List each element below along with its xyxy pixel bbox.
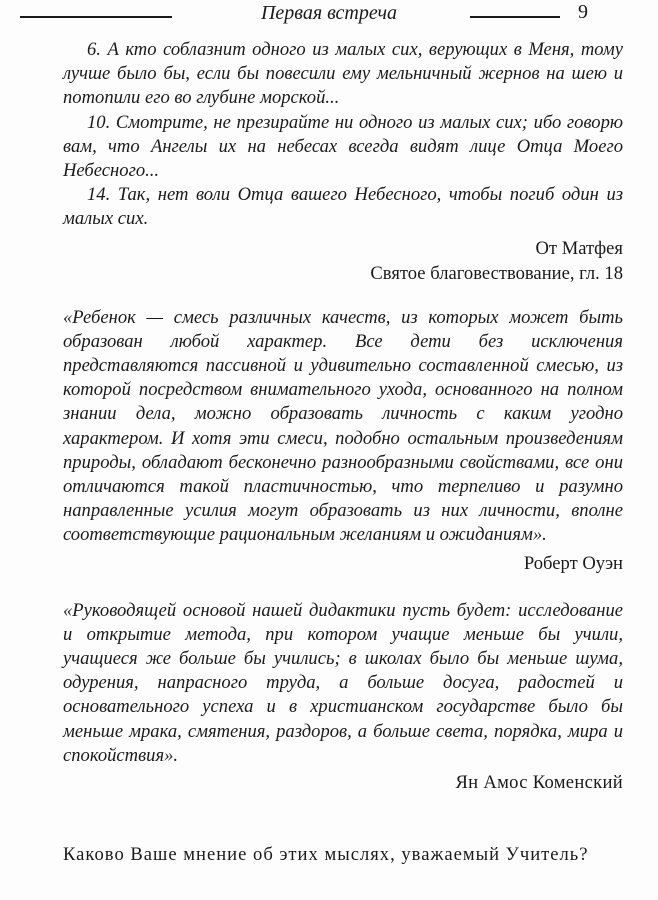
closing-question: Каково Ваше мнение об этих мыслях, уважаемый Учитель? bbox=[63, 844, 589, 866]
verse-6: 6. А кто соблазнит одного из малых сих, верующих в Меня, тому лучше было бы, если бы повесили ему мельничный жернов на шею и потопили его во глубине морской... bbox=[63, 39, 623, 109]
verse-10: 10. Смотрите, не презирайте ни одного из малых сих; ибо говорю вам, что Ангелы их на небесах всегда видят лице Отца Моего Небесного... bbox=[63, 111, 623, 182]
quote-comenius-author: Ян Амос Коменский bbox=[455, 772, 623, 794]
quote-comenius: «Руководящей основой нашей дидактики пусть будет: исследование и открытие метода, при котором учащие меньше бы учили, учащиеся же больше бы учились; в школах было бы меньше шума, одурения, напрасного труда, а больше досуга, радостей и основательного успеха и в христианском государстве было бы меньше мрака, смятения, раздоров, а больше света, порядка, мира и спокойствия». bbox=[63, 599, 623, 766]
page-body bbox=[63, 38, 623, 868]
scripture-source: От Матфея bbox=[535, 237, 623, 259]
quote-owen-author: Роберт Оуэн bbox=[523, 552, 623, 574]
quote-owen: «Ребенок — смесь различных качеств, из которых может быть образован любой характер. Все дети без исключения представляются пассивной и удивительно составленной смесью, из которой посредством внимательного ухода, основанного на полном знании дела, можно образовать личность с каким угодно характером. И хотя эти смеси, подобно остальным произведениям природы, обладают бесконечно разнообразными свойствами, все они отличаются такой пластичностью, что терпеливо и разумно направленные усилия могут образовать из них личности, вполне соответствующие рациональным желаниям и ожиданиям». bbox=[63, 306, 623, 546]
header-rule-right bbox=[470, 16, 560, 18]
page-number: 9 bbox=[578, 1, 588, 23]
running-title: Первая встреча bbox=[260, 2, 398, 24]
verse-14: 14. Так, нет воли Отца вашего Небесного, чтобы погиб один из малых сих. bbox=[63, 184, 623, 230]
scripture-book: Святое благовествование, гл. 18 bbox=[370, 262, 623, 284]
page-header bbox=[0, 0, 658, 30]
scripture-excerpt bbox=[63, 38, 623, 232]
